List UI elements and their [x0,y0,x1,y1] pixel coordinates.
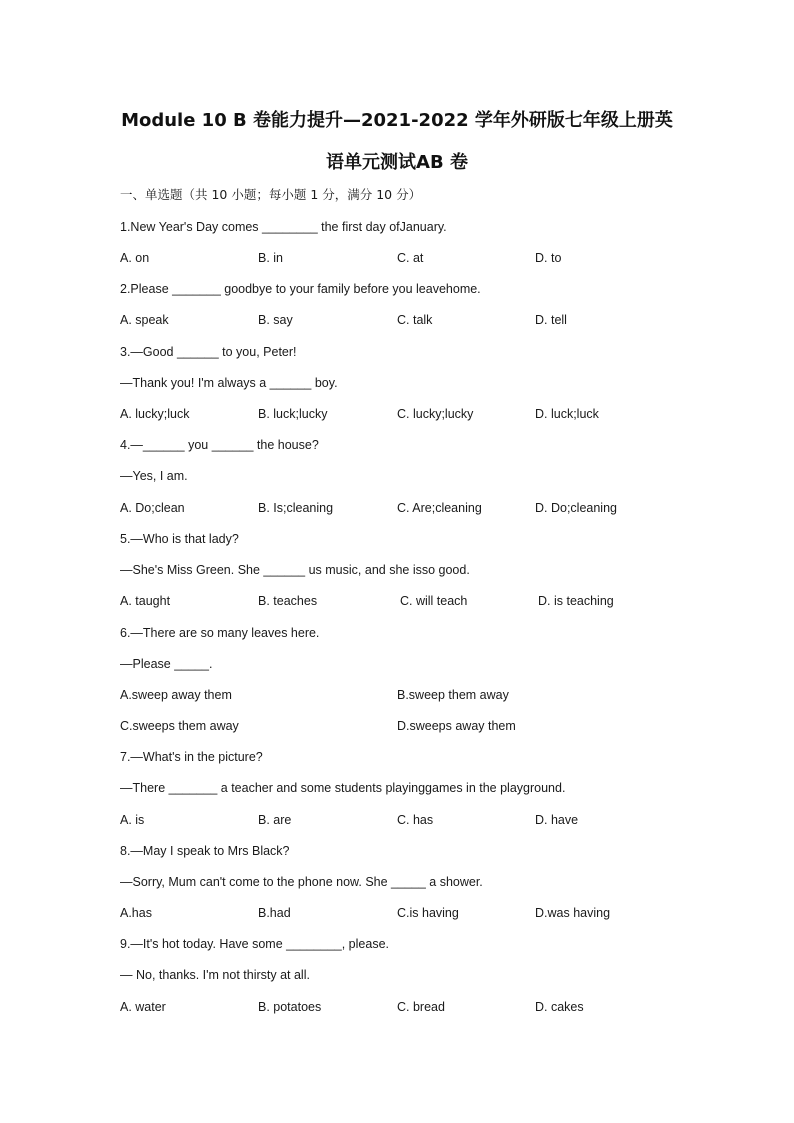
q8-option-a: A.has [120,906,152,920]
q6-option-b: B.sweep them away [397,688,509,702]
q6-option-c: C.sweeps them away [120,719,239,733]
q1-option-a: A. on [120,251,150,265]
q9-option-b: B. potatoes [258,1000,322,1014]
q7-option-a: A. is [120,813,145,827]
question-5-reply: —She's Miss Green. She ______ us music, and she isso good. [120,563,470,577]
question-8-stem: 8.—May I speak to Mrs Black? [120,844,290,858]
q8-option-b: B.had [258,906,291,920]
q7-option-c: C. has [397,813,434,827]
q2-option-b: B. say [258,313,293,327]
q9-option-c: C. bread [397,1000,445,1014]
q5-option-a: A. taught [120,594,171,608]
question-4-stem: 4.—______ you ______ the house? [120,438,319,452]
question-6-reply: —Please _____. [120,657,213,671]
section-heading: 一、单选题（共 10 小题；每小题 1 分，满分 10 分） [120,187,422,202]
document-title-line1: Module 10 B 卷能力提升—2021-2022 学年外研版七年级上册英 [121,110,673,131]
q2-option-a: A. speak [120,313,169,327]
q4-option-b: B. Is;cleaning [258,501,334,515]
q1-option-d: D. to [535,251,562,265]
question-8-reply: —Sorry, Mum can't come to the phone now. She _____ a shower. [120,875,483,889]
q3-option-d: D. luck;luck [535,407,599,421]
q5-option-d: D. is teaching [538,594,614,608]
question-4-reply: —Yes, I am. [120,469,188,483]
question-5-stem: 5.—Who is that lady? [120,532,239,546]
q2-option-d: D. tell [535,313,567,327]
question-7-stem: 7.—What's in the picture? [120,750,263,764]
q7-option-d: D. have [535,813,579,827]
q9-option-a: A. water [120,1000,166,1014]
q3-option-c: C. lucky;lucky [397,407,474,421]
q9-option-d: D. cakes [535,1000,584,1014]
question-7-reply: —There _______ a teacher and some students playinggames in the playground. [120,781,566,795]
q5-option-c: C. will teach [400,594,468,608]
question-6-stem: 6.—There are so many leaves here. [120,626,320,640]
q2-option-c: C. talk [397,313,433,327]
question-2-stem: 2.Please _______ goodbye to your family before you leavehome. [120,282,481,296]
question-9-reply: — No, thanks. I'm not thirsty at all. [120,968,310,982]
q1-option-b: B. in [258,251,284,265]
q8-option-d: D.was having [535,906,611,920]
q3-option-a: A. lucky;luck [120,407,190,421]
q8-option-c: C.is having [397,906,459,920]
question-3-stem: 3.—Good ______ to you, Peter! [120,345,297,359]
q4-option-d: D. Do;cleaning [535,501,617,515]
question-1-stem: 1.New Year's Day comes ________ the first day ofJanuary. [120,220,447,234]
q7-option-b: B. are [258,813,292,827]
question-3-reply: —Thank you! I'm always a ______ boy. [120,376,338,390]
q4-option-c: C. Are;cleaning [397,501,482,515]
q6-option-d: D.sweeps away them [397,719,516,733]
document-title-line2: 语单元测试AB 卷 [326,152,468,173]
q4-option-a: A. Do;clean [120,501,185,515]
q3-option-b: B. luck;lucky [258,407,328,421]
q5-option-b: B. teaches [258,594,318,608]
q1-option-c: C. at [397,251,424,265]
q6-option-a: A.sweep away them [120,688,232,702]
question-9-stem: 9.—It's hot today. Have some ________, please. [120,937,389,951]
